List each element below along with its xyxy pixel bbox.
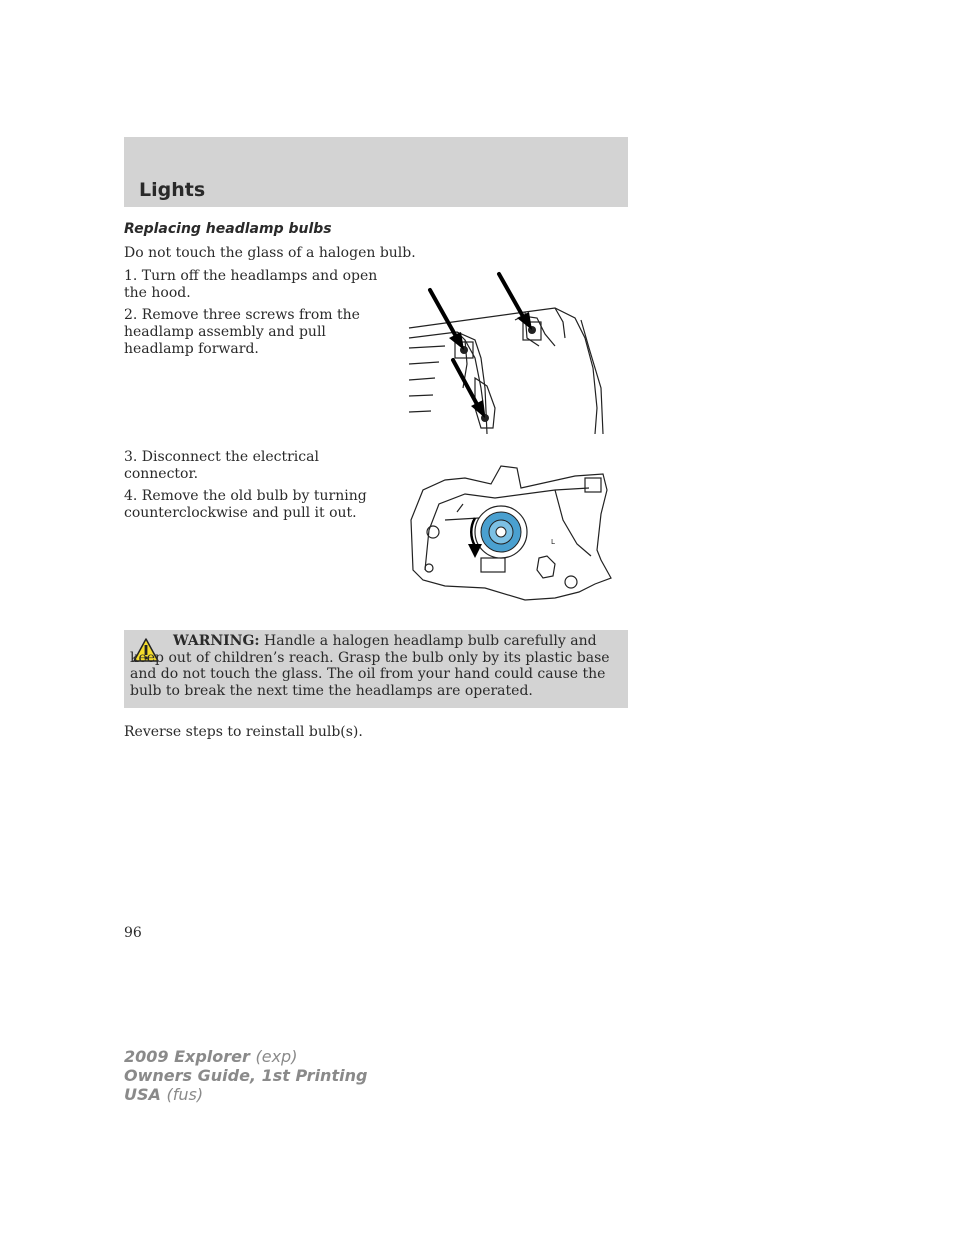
footer-line-1: 2009 Explorer (exp) — [124, 1047, 298, 1066]
warning-body: Handle a halogen headlamp bulb carefully and keep out of children’s reach. Grasp the bulb only by its plastic base and do not touch the glass. The oil from your hand could cause the bulb to break the next time the headlamps are operated. — [130, 633, 610, 699]
step-1: 1. Turn off the headlamps and open the hood. — [124, 268, 378, 301]
step-2: 2. Remove three screws from the headlamp assembly and pull headlamp forward. — [124, 307, 360, 357]
footer-line-2: Owners Guide, 1st Printing — [124, 1066, 368, 1085]
warning-box — [124, 630, 628, 708]
step-3: 3. Disconnect the electrical connector. — [124, 449, 319, 482]
figure-mark: L — [551, 538, 555, 546]
headlamp-bulb-illustration — [405, 460, 615, 605]
warning-text — [130, 633, 618, 699]
footer-line-3: USA (fus) — [124, 1085, 204, 1104]
section-header-band — [124, 137, 628, 207]
headlamp-screws-illustration — [405, 268, 615, 438]
warning-label: WARNING: — [173, 633, 260, 649]
intro-text: Do not touch the glass of a halogen bulb. — [124, 245, 416, 261]
footer — [124, 1047, 367, 1104]
closing-text: Reverse steps to reinstall bulb(s). — [124, 724, 363, 740]
section-title: Lights — [139, 179, 206, 201]
step-4: 4. Remove the old bulb by turning counterclockwise and pull it out. — [124, 488, 367, 521]
subheading: Replacing headlamp bulbs — [124, 221, 332, 237]
page-number: 96 — [124, 925, 142, 941]
